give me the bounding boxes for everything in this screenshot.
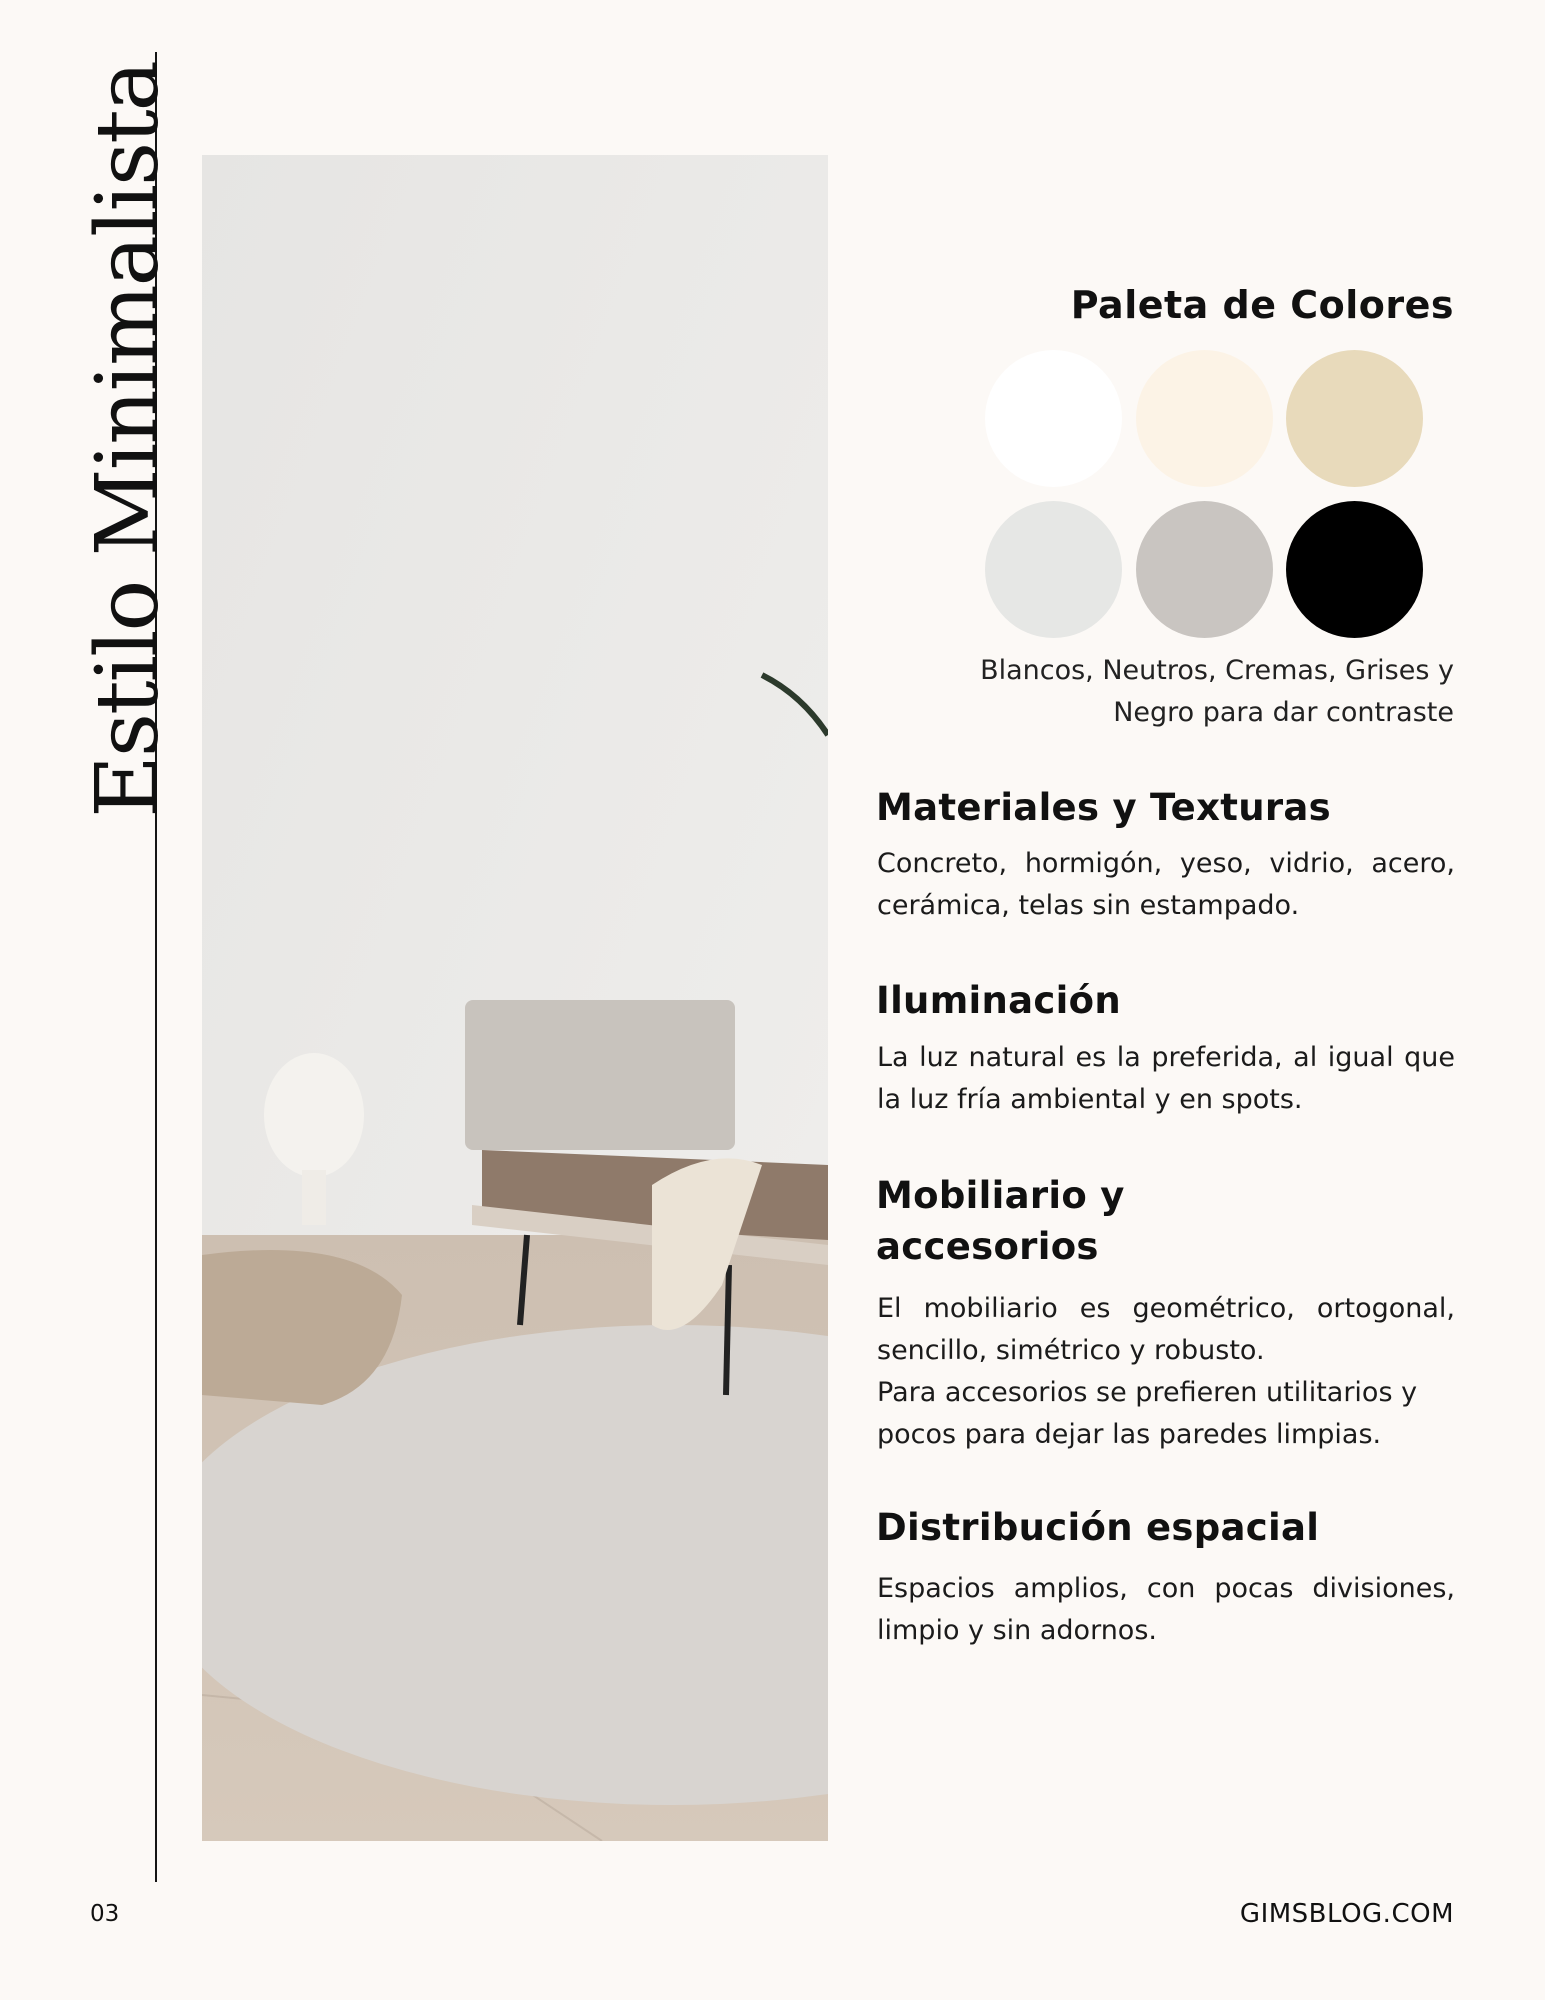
swatch-beige <box>1286 350 1423 487</box>
swatch-light-gray <box>985 501 1122 638</box>
furniture-heading <box>876 1170 1454 1272</box>
swatch-cream <box>1136 350 1273 487</box>
distribution-heading: Distribución espacial <box>876 1506 1320 1549</box>
interior-photo <box>202 155 828 1841</box>
page-title: Estilo Minimalista <box>78 62 178 818</box>
furniture-text <box>877 1288 1455 1456</box>
furniture-heading-line2: accesorios <box>876 1225 1099 1268</box>
palette-heading: Paleta de Colores <box>1070 283 1454 327</box>
palette-caption-line2: Negro para dar contraste <box>1113 697 1454 728</box>
furniture-text-line2: Para accesorios se prefieren utilitarios y pocos para dejar las paredes limpias. <box>877 1377 1418 1450</box>
palette-caption <box>876 650 1454 734</box>
swatch-gray <box>1136 501 1273 638</box>
swatch-white <box>985 350 1122 487</box>
materials-heading: Materiales y Texturas <box>876 786 1331 829</box>
furniture-heading-line1: Mobiliario y <box>876 1174 1125 1217</box>
swatch-black <box>1286 501 1423 638</box>
distribution-text: Espacios amplios, con pocas divisiones, limpio y sin adornos. <box>877 1573 1455 1646</box>
materials-text: Concreto, hormigón, yeso, vidrio, acero, cerámica, telas sin estampado. <box>877 848 1455 921</box>
furniture-text-line1: El mobiliario es geométrico, ortogonal, sencillo, simétrico y robusto. <box>877 1293 1455 1366</box>
color-swatches <box>985 350 1425 640</box>
lighting-text: La luz natural es la preferida, al igual que la luz fría ambiental y en spots. <box>877 1042 1455 1115</box>
palette-caption-line1: Blancos, Neutros, Cremas, Grises y <box>980 655 1454 686</box>
lighting-heading: Iluminación <box>876 979 1122 1022</box>
website-link[interactable]: GIMSBLOG.COM <box>1239 1899 1454 1929</box>
page-number: 03 <box>90 1901 120 1927</box>
